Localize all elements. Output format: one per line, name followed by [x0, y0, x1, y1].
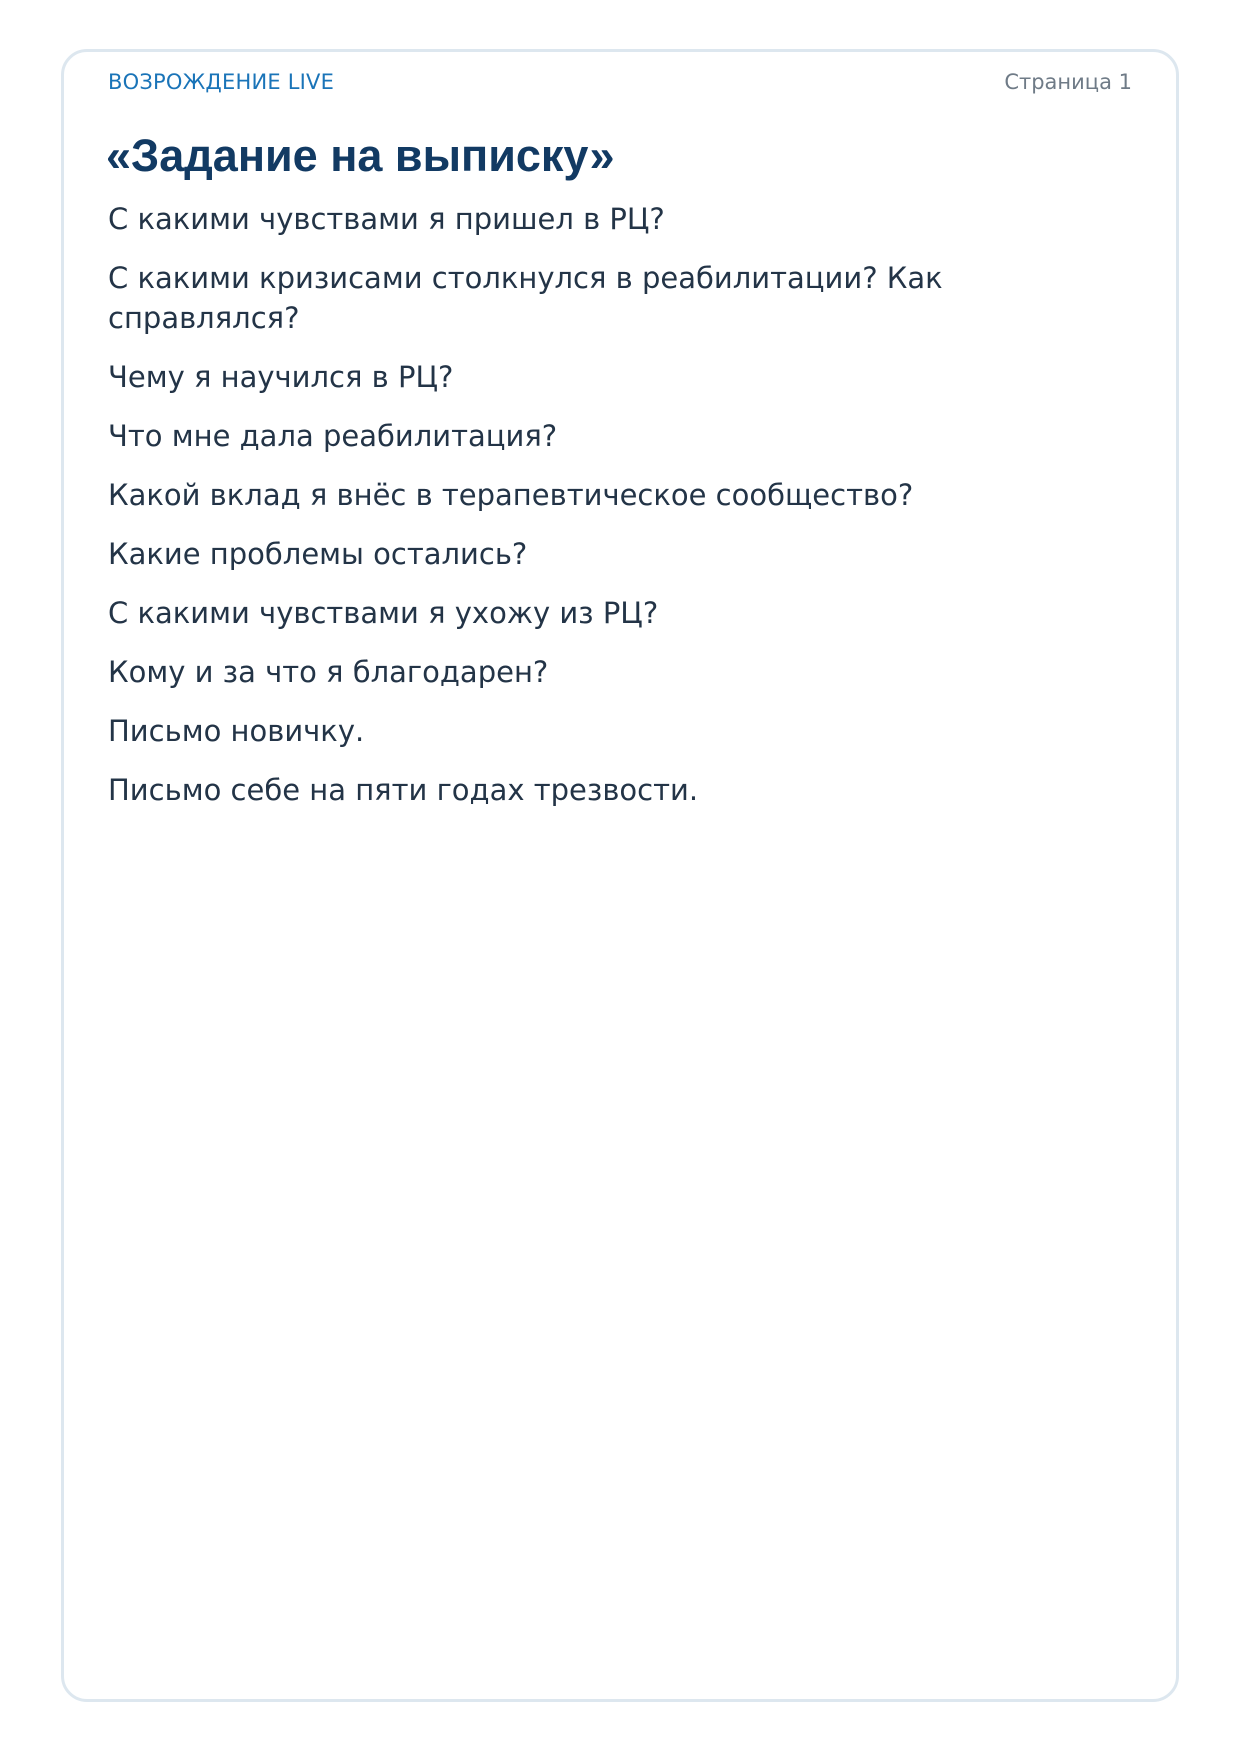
question-item: С какими кризисами столкнулся в реабилитации? Как справлялся? [108, 261, 943, 335]
question-item: С какими чувствами я пришел в РЦ? [108, 202, 665, 236]
question-item: Какие проблемы остались? [108, 537, 528, 571]
question-item: Что мне дала реабилитация? [108, 419, 558, 453]
question-list [108, 199, 1068, 829]
question-item: Письмо себе на пяти годах трезвости. [108, 773, 699, 807]
question-item: Какой вклад я внёс в терапевтическое сообщество? [108, 478, 914, 512]
document-title: «Задание на выписку» [106, 130, 615, 181]
page-header [108, 70, 1132, 100]
question-item: Кому и за что я благодарен? [108, 655, 549, 689]
question-item: Письмо новичку. [108, 714, 365, 748]
question-item: С какими чувствами я ухожу из РЦ? [108, 596, 659, 630]
page-number: Страница 1 [1004, 70, 1132, 94]
brand-label: ВОЗРОЖДЕНИЕ LIVE [108, 70, 335, 94]
question-item: Чему я научился в РЦ? [108, 360, 454, 394]
